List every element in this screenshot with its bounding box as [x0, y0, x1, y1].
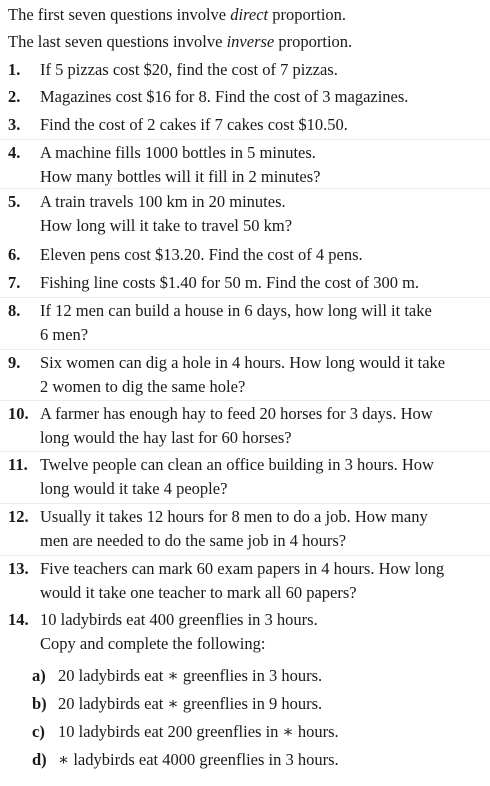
- question-text-line: 2 women to dig the same hole?: [40, 377, 246, 396]
- question-item: [8, 85, 484, 109]
- question-divider: [0, 349, 490, 350]
- question-divider: [0, 503, 490, 504]
- question-item: [8, 453, 484, 501]
- subpart-item: [32, 720, 339, 744]
- subpart-text: 20 ladybirds eat ∗ greenflies in 3 hours.: [58, 666, 323, 685]
- intro-inverse-suffix: proportion.: [278, 32, 353, 51]
- question-divider: [0, 400, 490, 401]
- question-divider: [0, 297, 490, 298]
- subpart-label: b): [32, 694, 47, 713]
- question-item: [8, 113, 484, 137]
- question-text-line: Magazines cost $16 for 8. Find the cost of 3 magazines.: [40, 87, 409, 106]
- question-text: [40, 141, 484, 189]
- question-text-line: Six women can dig a hole in 4 hours. How long would it take: [40, 353, 446, 372]
- question-number: 9.: [8, 353, 21, 372]
- question-text: [40, 351, 484, 399]
- question-text-line: Fishing line costs $1.40 for 50 m. Find the cost of 300 m.: [40, 273, 420, 292]
- question-text-line: A train travels 100 km in 20 minutes.: [40, 192, 286, 211]
- intro-direct-emphasis: direct: [230, 5, 269, 24]
- question-number: 7.: [8, 273, 21, 292]
- question-text-line: men are needed to do the same job in 4 hours?: [40, 531, 347, 550]
- question-text: [40, 113, 484, 137]
- question-text: [40, 58, 484, 82]
- question-number: 12.: [8, 507, 29, 526]
- question-number: 14.: [8, 610, 29, 629]
- question-text-line: long would the hay last for 60 horses?: [40, 428, 292, 447]
- subpart-label: c): [32, 722, 45, 741]
- question-item: [8, 557, 484, 605]
- subpart-item: [32, 664, 322, 688]
- question-item: [8, 351, 484, 399]
- question-text-line: Eleven pens cost $13.20. Find the cost of 4 pens.: [40, 245, 363, 264]
- question-divider: [0, 139, 490, 140]
- intro-direct-prefix: The first seven questions involve: [8, 5, 227, 24]
- question-item: [8, 243, 484, 267]
- question-item: [8, 505, 484, 553]
- question-number: 3.: [8, 115, 21, 134]
- question-text: [40, 453, 484, 501]
- question-item: [8, 299, 484, 347]
- question-text-line: would it take one teacher to mark all 60 papers?: [40, 583, 357, 602]
- question-text-line: How long will it take to travel 50 km?: [40, 216, 293, 235]
- question-number: 1.: [8, 60, 21, 79]
- question-text-line: 6 men?: [40, 325, 89, 344]
- subpart-item: [32, 692, 322, 716]
- intro-inverse-emphasis: inverse: [226, 32, 275, 51]
- subpart-text: 20 ladybirds eat ∗ greenflies in 9 hours.: [58, 694, 323, 713]
- question-text-line: A machine fills 1000 bottles in 5 minutes.: [40, 143, 316, 162]
- question-item: [8, 608, 484, 656]
- question-text: [40, 190, 484, 238]
- question-text-line: Five teachers can mark 60 exam papers in 4 hours. How long: [40, 559, 445, 578]
- question-item: [8, 190, 484, 238]
- question-text-line: How many bottles will it fill in 2 minutes?: [40, 167, 321, 186]
- intro-inverse-prefix: The last seven questions involve: [8, 32, 223, 51]
- question-item: [8, 271, 484, 295]
- intro-direct-line: [8, 4, 346, 26]
- question-divider: [0, 451, 490, 452]
- question-number: 6.: [8, 245, 21, 264]
- question-text-line: long would it take 4 people?: [40, 479, 228, 498]
- question-text-line: Twelve people can clean an office building in 3 hours. How: [40, 455, 434, 474]
- subpart-text: ∗ ladybirds eat 4000 greenflies in 3 hours.: [58, 750, 339, 769]
- subpart-label: d): [32, 750, 47, 769]
- question-item: [8, 402, 484, 450]
- question-text-line: 10 ladybirds eat 400 greenflies in 3 hours.: [40, 610, 318, 629]
- question-number: 13.: [8, 559, 29, 578]
- subpart-item: [32, 748, 339, 772]
- question-number: 11.: [8, 455, 28, 474]
- subpart-label: a): [32, 666, 46, 685]
- question-text: [40, 557, 484, 605]
- subpart-text: 10 ladybirds eat 200 greenflies in ∗ hours.: [58, 722, 339, 741]
- question-text: [40, 271, 484, 295]
- question-text-line: Find the cost of 2 cakes if 7 cakes cost $10.50.: [40, 115, 348, 134]
- intro-direct-suffix: proportion.: [272, 5, 347, 24]
- question-text: [40, 608, 484, 656]
- question-text-line: Copy and complete the following:: [40, 634, 266, 653]
- intro-inverse-line: [8, 31, 352, 53]
- question-text-line: Usually it takes 12 hours for 8 men to do a job. How many: [40, 507, 428, 526]
- question-number: 4.: [8, 143, 21, 162]
- question-divider: [0, 555, 490, 556]
- question-text: [40, 243, 484, 267]
- question-text-line: If 5 pizzas cost $20, find the cost of 7 pizzas.: [40, 60, 338, 79]
- question-number: 2.: [8, 87, 21, 106]
- question-text: [40, 299, 484, 347]
- question-number: 10.: [8, 404, 29, 423]
- question-text: [40, 505, 484, 553]
- question-item: [8, 141, 484, 189]
- question-text: [40, 402, 484, 450]
- question-text-line: If 12 men can build a house in 6 days, how long will it take: [40, 301, 432, 320]
- question-number: 5.: [8, 192, 21, 211]
- question-number: 8.: [8, 301, 21, 320]
- question-text: [40, 85, 484, 109]
- question-text-line: A farmer has enough hay to feed 20 horses for 3 days. How: [40, 404, 433, 423]
- question-item: [8, 58, 484, 82]
